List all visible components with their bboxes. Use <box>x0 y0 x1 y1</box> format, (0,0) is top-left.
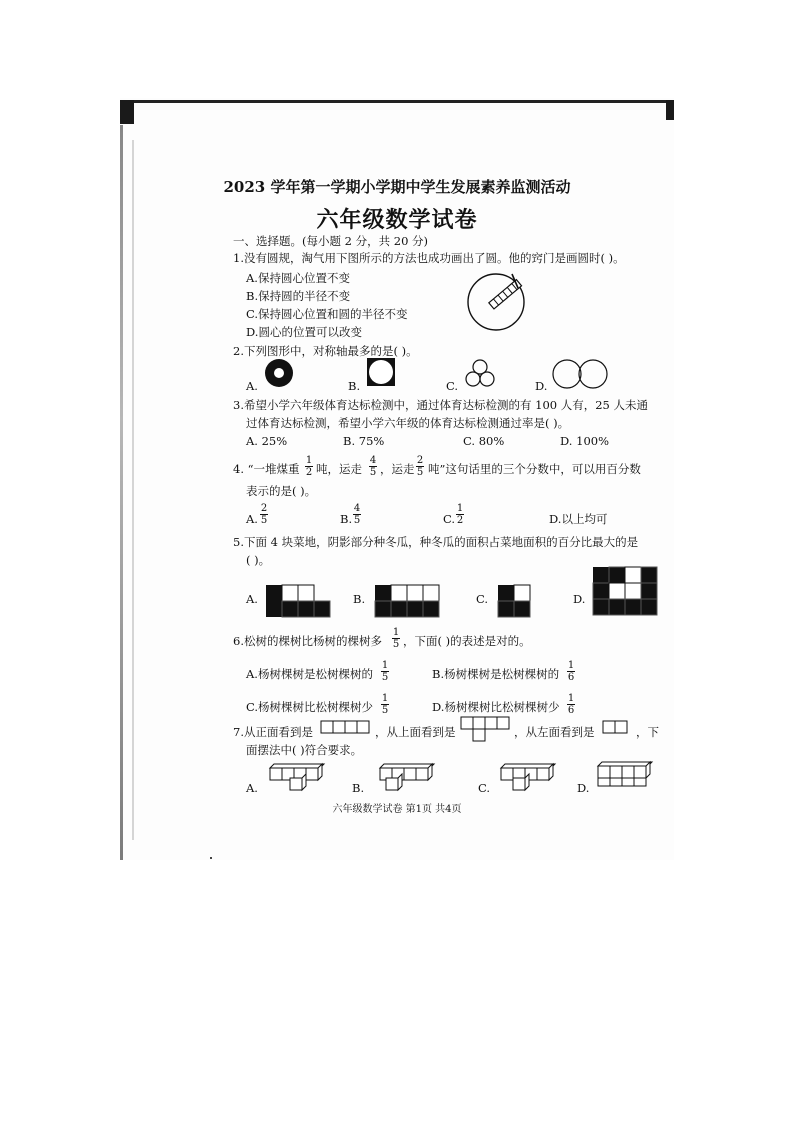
q7-label-d: D. <box>577 781 590 795</box>
q3-stem-line1: 3.希望小学六年级体育达标检测中，通过体育达标检测的有 100 人有，25 人未通 <box>233 398 649 412</box>
q5-label-b: B. <box>353 592 366 606</box>
q6-option-b-fraction: 1 6 <box>567 660 575 683</box>
q6-option-a-fraction: 1 5 <box>381 660 389 683</box>
q1-option-d: D.圆心的位置可以改变 <box>246 325 362 339</box>
q6-option-d-text: D.杨树棵树比松树棵树少 <box>432 700 560 714</box>
q4-text-4: 吨”这句话里的三个分数中，可以用百分数 <box>428 462 641 476</box>
page-footer: 六年级数学试卷 第1页 共4页 <box>332 804 462 815</box>
q1-option-b: B.保持圆的半径不变 <box>246 289 351 303</box>
q2-three-circles-figure <box>463 359 497 389</box>
scan-edge-top <box>120 100 672 103</box>
q7-option-a-cubes <box>266 764 328 794</box>
q6-text-2: ，下面( )的表述是对的。 <box>403 634 531 648</box>
q4-option-a-fraction: 2 5 <box>260 503 268 526</box>
q4-option-b-fraction: 4 5 <box>353 503 361 526</box>
q7-top-view-figure <box>460 716 514 746</box>
q7-stem-line2: 面摆法中( )符合要求。 <box>246 743 363 757</box>
section-heading: 一、选择题。(每小题 2 分，共 20 分) <box>233 234 429 248</box>
q7-left-view-figure <box>602 720 632 734</box>
q7-label-c: C. <box>478 781 491 795</box>
q7-text-2: ，从上面看到是 <box>375 725 456 739</box>
q1-option-a: A.保持圆心位置不变 <box>246 271 350 285</box>
q4-text-1: 4. “一堆煤重 <box>233 462 300 476</box>
q3-option-c: C. 80% <box>463 434 505 448</box>
q4-fraction-2: 4 5 <box>369 455 377 478</box>
q6-option-d-fraction: 1 6 <box>567 693 575 716</box>
q5-plot-d-figure <box>593 567 657 615</box>
q5-plot-c-figure <box>498 585 530 617</box>
q4-fraction-1: 1 2 <box>305 455 313 478</box>
q4-fraction-3: 2 5 <box>416 455 424 478</box>
q1-stem: 1.没有圆规，淘气用下图所示的方法也成功画出了圆。他的窍门是画圆时( )。 <box>233 251 625 265</box>
q4-text-2: 吨，运走 <box>316 462 362 476</box>
q6-option-c-text: C.杨树棵树比松树棵树少 <box>246 700 374 714</box>
q5-stem: 5.下面 4 块菜地，阴影部分种冬瓜，种冬瓜的面积占菜地面积的百分比最大的是 <box>233 535 639 549</box>
q7-text-4: ，下 <box>636 725 659 739</box>
q5-plot-a-figure <box>266 585 330 617</box>
q3-option-d: D. 100% <box>560 434 609 448</box>
q2-ring-figure <box>264 358 294 388</box>
q7-option-d-cubes <box>594 762 656 792</box>
q2-label-d: D. <box>535 379 548 393</box>
q2-label-b: B. <box>348 379 361 393</box>
exam-subtitle: 六年级数学试卷 <box>316 207 478 233</box>
exam-title: 2023 学年第一学期小学期中学生发展素养监测活动 <box>223 178 571 196</box>
scan-corner-left <box>120 100 134 124</box>
scan-corner-right <box>666 100 674 120</box>
q4-option-b-label: B. <box>340 512 353 526</box>
q4-stem-line2: 表示的是( )。 <box>246 484 317 498</box>
q6-stem-fraction: 1 5 <box>392 627 400 650</box>
q7-front-view-figure <box>320 720 372 734</box>
q6-text-1: 6.松树的棵树比杨树的棵树多 <box>233 634 382 648</box>
q2-two-circles-figure <box>551 358 611 390</box>
q7-text-1: 7.从正面看到是 <box>233 725 313 739</box>
q7-option-b-cubes <box>376 764 438 794</box>
q7-label-a: A. <box>246 781 258 795</box>
q4-option-c-label: C. <box>443 512 456 526</box>
q2-label-a: A. <box>246 379 258 393</box>
q4-option-c-fraction: 1 2 <box>456 503 464 526</box>
q4-option-a-label: A. <box>246 512 258 526</box>
q4-option-d: D.以上均可 <box>549 512 608 526</box>
q6-option-c-fraction: 1 5 <box>381 693 389 716</box>
q5-stem-line2: ( )。 <box>246 553 271 567</box>
q2-circle-in-square-figure <box>366 357 396 387</box>
scan-edge-left <box>120 125 123 860</box>
q1-circle-figure <box>466 272 536 332</box>
q3-option-a: A. 25% <box>246 434 288 448</box>
q3-stem-line2: 过体育达标检测，希望小学六年级的体育达标检测通过率是( )。 <box>246 416 570 430</box>
q4-text-3: ，运走 <box>380 462 415 476</box>
q2-label-c: C. <box>446 379 459 393</box>
q2-stem: 2.下列图形中，对称轴最多的是( )。 <box>233 344 418 358</box>
q5-plot-b-figure <box>375 585 439 617</box>
q7-option-c-cubes <box>497 764 559 794</box>
q6-option-a-text: A.杨树棵树是松树棵树的 <box>246 667 373 681</box>
q1-option-c: C.保持圆心位置和圆的半径不变 <box>246 307 408 321</box>
scan-edge-shadow <box>132 140 134 840</box>
q7-label-b: B. <box>352 781 365 795</box>
scan-speck <box>210 857 212 859</box>
q5-label-a: A. <box>246 592 258 606</box>
q5-label-d: D. <box>573 592 586 606</box>
q6-option-b-text: B.杨树棵树是松树棵树的 <box>432 667 560 681</box>
q3-option-b: B. 75% <box>343 434 385 448</box>
q7-text-3: ，从左面看到是 <box>514 725 595 739</box>
q5-label-c: C. <box>476 592 489 606</box>
